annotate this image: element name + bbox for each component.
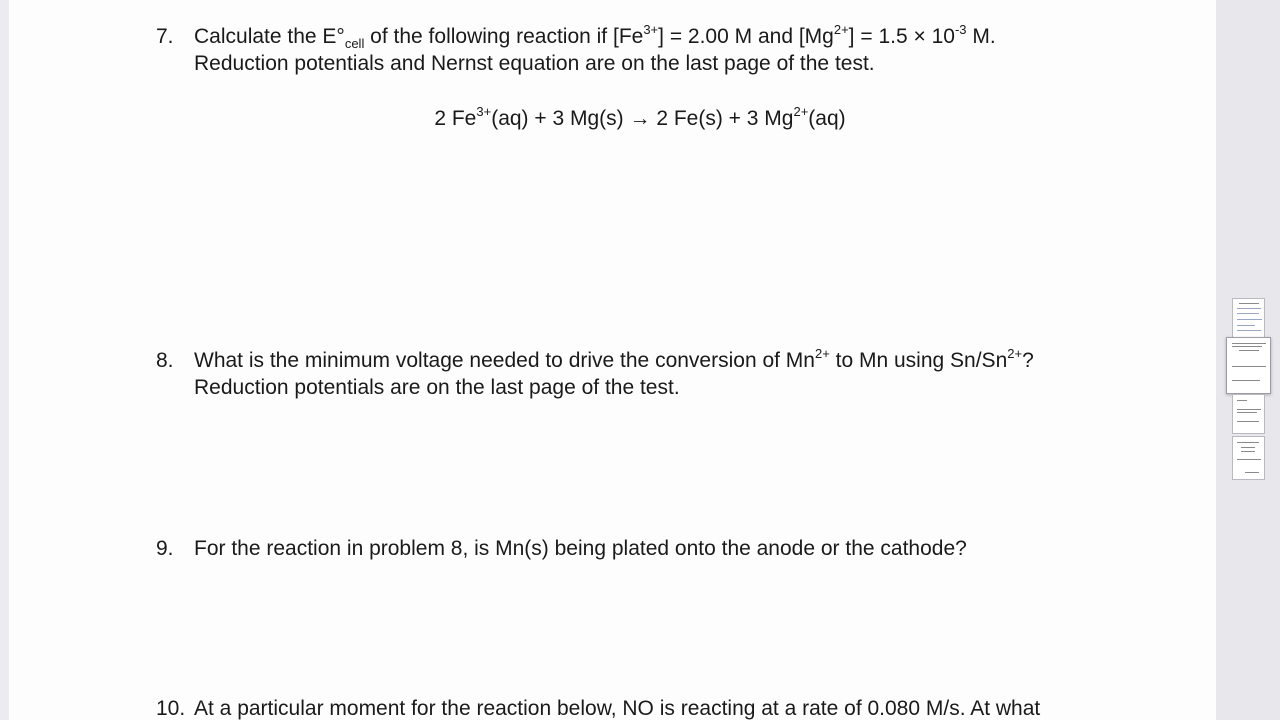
question-number: 9. [156,537,174,560]
question-number: 8. [156,349,174,372]
question-line-1: At a particular moment for the reaction below, NO is reacting at a rate of 0.080 M/s. At what [194,697,1041,720]
question-line-1: For the reaction in problem 8, is Mn(s) being plated onto the anode or the cathode? [194,537,967,560]
page-thumbnail-2[interactable] [1226,337,1271,394]
question-text [194,695,1040,720]
question-number: 7. [156,25,174,48]
question-line-2: Reduction potentials and Nernst equation are on the last page of the test. [194,52,875,75]
question-line-1: What is the minimum voltage needed to drive the conversion of $Mn^{2+}$ to Mn using $Sn/Sn^{2+}$? [194,346,1034,372]
question-line-1: Calculate the $E^\circ_{cell}$ of the following reaction if $[Fe^{3+}] = 2.00$ M and $[Mg^{2+}] = 1.5 \times 10^{-3}$ M. [194,22,996,52]
page-thumbnail-1[interactable] [1232,298,1265,340]
reaction-equation: 2 $Fe^{3+}(aq) + 3$ Mg(s) → 2 Fe(s) + 3 $Mg^{2+}(aq)$ [434,104,846,130]
page-thumbnail-panel[interactable] [1216,0,1280,720]
page-thumbnail-4[interactable] [1232,436,1265,480]
page-thumbnail-3[interactable] [1232,394,1265,434]
reaction-arrow-icon: → [629,107,651,130]
question-text [194,347,1034,401]
document-page [9,0,1216,720]
question-line-2: Reduction potentials are on the last page of the test. [194,376,680,399]
question-text [194,535,967,562]
question-text [194,23,996,77]
question-number: 10. [156,697,186,720]
left-margin-rail [0,0,9,720]
